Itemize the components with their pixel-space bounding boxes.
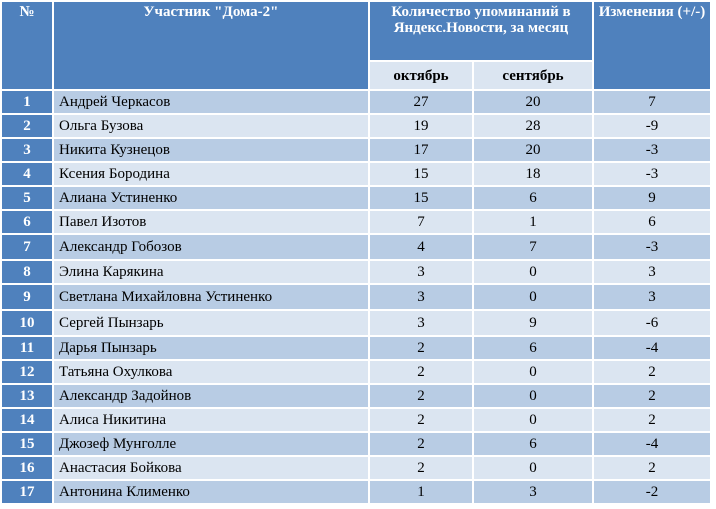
table-row xyxy=(2,115,710,137)
october-count: 15 xyxy=(370,163,472,185)
october-count: 4 xyxy=(370,235,472,259)
table-row xyxy=(2,211,710,233)
table-header xyxy=(2,2,710,89)
participant-name: Павел Изотов xyxy=(54,211,368,233)
change-value: -3 xyxy=(594,235,710,259)
october-count: 3 xyxy=(370,261,472,283)
september-count: 7 xyxy=(474,235,592,259)
participant-name: Татьяна Охулкова xyxy=(54,361,368,383)
change-value: 7 xyxy=(594,91,710,113)
row-number: 17 xyxy=(2,481,52,503)
table-row xyxy=(2,235,710,259)
september-count: 20 xyxy=(474,139,592,161)
october-count: 7 xyxy=(370,211,472,233)
participant-name: Элина Карякина xyxy=(54,261,368,283)
change-value: -3 xyxy=(594,139,710,161)
row-number: 2 xyxy=(2,115,52,137)
row-number: 6 xyxy=(2,211,52,233)
participant-name: Александр Задойнов xyxy=(54,385,368,407)
change-value: 3 xyxy=(594,285,710,309)
september-count: 0 xyxy=(474,285,592,309)
october-count: 2 xyxy=(370,337,472,359)
september-count: 0 xyxy=(474,361,592,383)
header-row xyxy=(2,2,710,60)
table-row xyxy=(2,139,710,161)
change-value: 6 xyxy=(594,211,710,233)
change-value: 2 xyxy=(594,385,710,407)
participant-name: Александр Гобозов xyxy=(54,235,368,259)
september-count: 0 xyxy=(474,385,592,407)
october-count: 3 xyxy=(370,285,472,309)
participant-name: Дарья Пынзарь xyxy=(54,337,368,359)
participant-name: Анастасия Бойкова xyxy=(54,457,368,479)
header-october: октябрь xyxy=(370,62,472,89)
table-row xyxy=(2,163,710,185)
participant-name: Светлана Михайловна Устиненко xyxy=(54,285,368,309)
september-count: 0 xyxy=(474,409,592,431)
september-count: 9 xyxy=(474,311,592,335)
header-september: сентябрь xyxy=(474,62,592,89)
participant-name: Сергей Пынзарь xyxy=(54,311,368,335)
change-value: -2 xyxy=(594,481,710,503)
change-value: 9 xyxy=(594,187,710,209)
row-number: 7 xyxy=(2,235,52,259)
row-number: 3 xyxy=(2,139,52,161)
table-row xyxy=(2,433,710,455)
october-count: 19 xyxy=(370,115,472,137)
change-value: 3 xyxy=(594,261,710,283)
header-num: № xyxy=(2,2,52,89)
table-row xyxy=(2,337,710,359)
change-value: -6 xyxy=(594,311,710,335)
participant-name: Ольга Бузова xyxy=(54,115,368,137)
row-number: 5 xyxy=(2,187,52,209)
row-number: 10 xyxy=(2,311,52,335)
row-number: 4 xyxy=(2,163,52,185)
row-number: 12 xyxy=(2,361,52,383)
change-value: 2 xyxy=(594,457,710,479)
september-count: 28 xyxy=(474,115,592,137)
september-count: 0 xyxy=(474,261,592,283)
table-row xyxy=(2,311,710,335)
header-participant: Участник "Дома-2" xyxy=(54,2,368,89)
october-count: 3 xyxy=(370,311,472,335)
row-number: 16 xyxy=(2,457,52,479)
september-count: 18 xyxy=(474,163,592,185)
header-change: Изменения (+/-) xyxy=(594,2,710,89)
row-number: 9 xyxy=(2,285,52,309)
table-row xyxy=(2,385,710,407)
table-row xyxy=(2,481,710,503)
row-number: 15 xyxy=(2,433,52,455)
participant-name: Алиана Устиненко xyxy=(54,187,368,209)
change-value: -4 xyxy=(594,337,710,359)
row-number: 13 xyxy=(2,385,52,407)
table-row xyxy=(2,361,710,383)
participant-name: Ксения Бородина xyxy=(54,163,368,185)
october-count: 2 xyxy=(370,385,472,407)
october-count: 1 xyxy=(370,481,472,503)
september-count: 6 xyxy=(474,337,592,359)
header-mentions: Количество упоминаний в Яндекс.Новости, за месяц xyxy=(370,2,592,60)
change-value: 2 xyxy=(594,361,710,383)
table-row xyxy=(2,409,710,431)
row-number: 8 xyxy=(2,261,52,283)
participant-name: Алиса Никитина xyxy=(54,409,368,431)
september-count: 6 xyxy=(474,433,592,455)
participant-name: Джозеф Мунголле xyxy=(54,433,368,455)
table-row xyxy=(2,457,710,479)
row-number: 11 xyxy=(2,337,52,359)
table-row xyxy=(2,285,710,309)
october-count: 27 xyxy=(370,91,472,113)
september-count: 0 xyxy=(474,457,592,479)
september-count: 1 xyxy=(474,211,592,233)
september-count: 3 xyxy=(474,481,592,503)
row-number: 1 xyxy=(2,91,52,113)
row-number: 14 xyxy=(2,409,52,431)
table-row xyxy=(2,261,710,283)
change-value: 2 xyxy=(594,409,710,431)
change-value: -3 xyxy=(594,163,710,185)
table-row xyxy=(2,187,710,209)
october-count: 2 xyxy=(370,433,472,455)
table-body xyxy=(2,91,710,503)
september-count: 6 xyxy=(474,187,592,209)
participant-name: Андрей Черкасов xyxy=(54,91,368,113)
october-count: 15 xyxy=(370,187,472,209)
october-count: 2 xyxy=(370,409,472,431)
table-row xyxy=(2,91,710,113)
participant-name: Антонина Клименко xyxy=(54,481,368,503)
october-count: 17 xyxy=(370,139,472,161)
participant-name: Никита Кузнецов xyxy=(54,139,368,161)
october-count: 2 xyxy=(370,361,472,383)
change-value: -9 xyxy=(594,115,710,137)
september-count: 20 xyxy=(474,91,592,113)
october-count: 2 xyxy=(370,457,472,479)
change-value: -4 xyxy=(594,433,710,455)
